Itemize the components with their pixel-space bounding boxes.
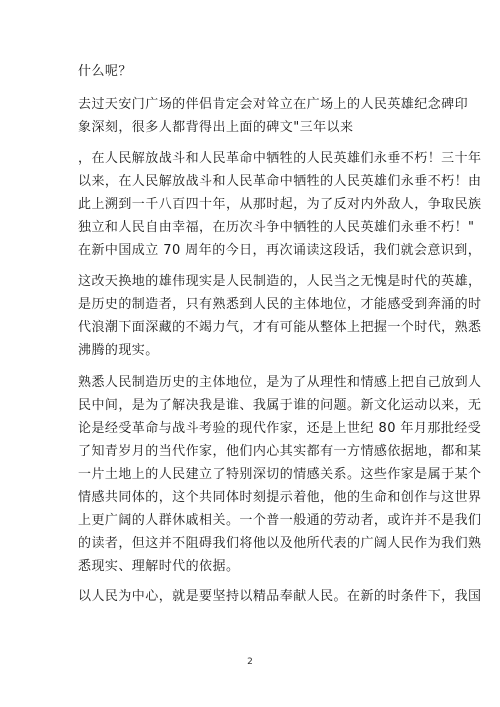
text-line: 论是经受革命与战斗考验的现代作家，还是上世纪 80 年月那批经受 xyxy=(78,421,482,436)
text-line: 去过天安门广场的伴侣肯定会对耸立在广场上的人民英雄纪念碑印 xyxy=(78,97,469,112)
text-line: 在新中国成立 70 周年的今日，再次诵读这段话，我们就会意识到， xyxy=(78,243,482,258)
text-line: 是历史的制造者，只有熟悉到人民的主体地位，才能感受到奔涌的时 xyxy=(78,297,482,312)
text-line: 的读者，但这并不阻碍我们将他以及他所代表的广阔人民作为我们熟 xyxy=(78,536,482,551)
page-number: 2 xyxy=(247,657,253,667)
text-line: ，在人民解放战斗和人民革命中牺牲的人民英雄们永垂不朽！三十年 xyxy=(78,151,482,166)
text-line: 民中间，是为了解决我是谁、我属于谁的问题。新文化运动以来，无 xyxy=(78,398,482,413)
text-line: 独立和人民自由幸福，在历次斗争中牺牲的人民英雄们永垂不朽！" xyxy=(78,220,475,235)
text-line: 情感共同体的，这个共同体时刻提示着他，他的生命和创作与这世界 xyxy=(78,490,482,505)
text-line: 沸腾的现实。 xyxy=(78,343,159,358)
text-line: 以来，在人民解放战斗和人民革命中牺牲的人民英雄们永垂不朽！由 xyxy=(78,174,482,189)
text-line: 什么呢？ xyxy=(78,64,132,79)
text-line: 上更广阔的人群休戚相关。一个普一般通的劳动者，或许并不是我们 xyxy=(78,513,482,528)
text-line: 悉现实、理解时代的依据。 xyxy=(78,559,240,574)
text-line: 代浪潮下面深藏的不竭力气，才有可能从整体上把握一个时代，熟悉 xyxy=(78,320,482,335)
text-line: 象深刻，很多人都背得出上面的碑文"三年以来 xyxy=(78,120,354,135)
text-line: 熟悉人民制造历史的主体地位，是为了从理性和情感上把自己放到人 xyxy=(78,375,482,390)
text-line: 了知青岁月的当代作家，他们内心其实都有一方情感依据地，都和某 xyxy=(78,444,482,459)
text-line: 此上溯到一千八百四十年，从那时起，为了反对内外敌人，争取民族 xyxy=(78,197,482,212)
text-line: 以人民为中心，就是要坚持以精品奉献人民。在新的时条件下，我国 xyxy=(78,589,482,604)
text-line: 一片土地上的人民建立了特别深切的情感关系。这些作家是属于某个 xyxy=(78,467,482,482)
text-line: 这改天换地的雄伟现实是人民制造的，人民当之无愧是时代的英雄， xyxy=(78,274,482,289)
